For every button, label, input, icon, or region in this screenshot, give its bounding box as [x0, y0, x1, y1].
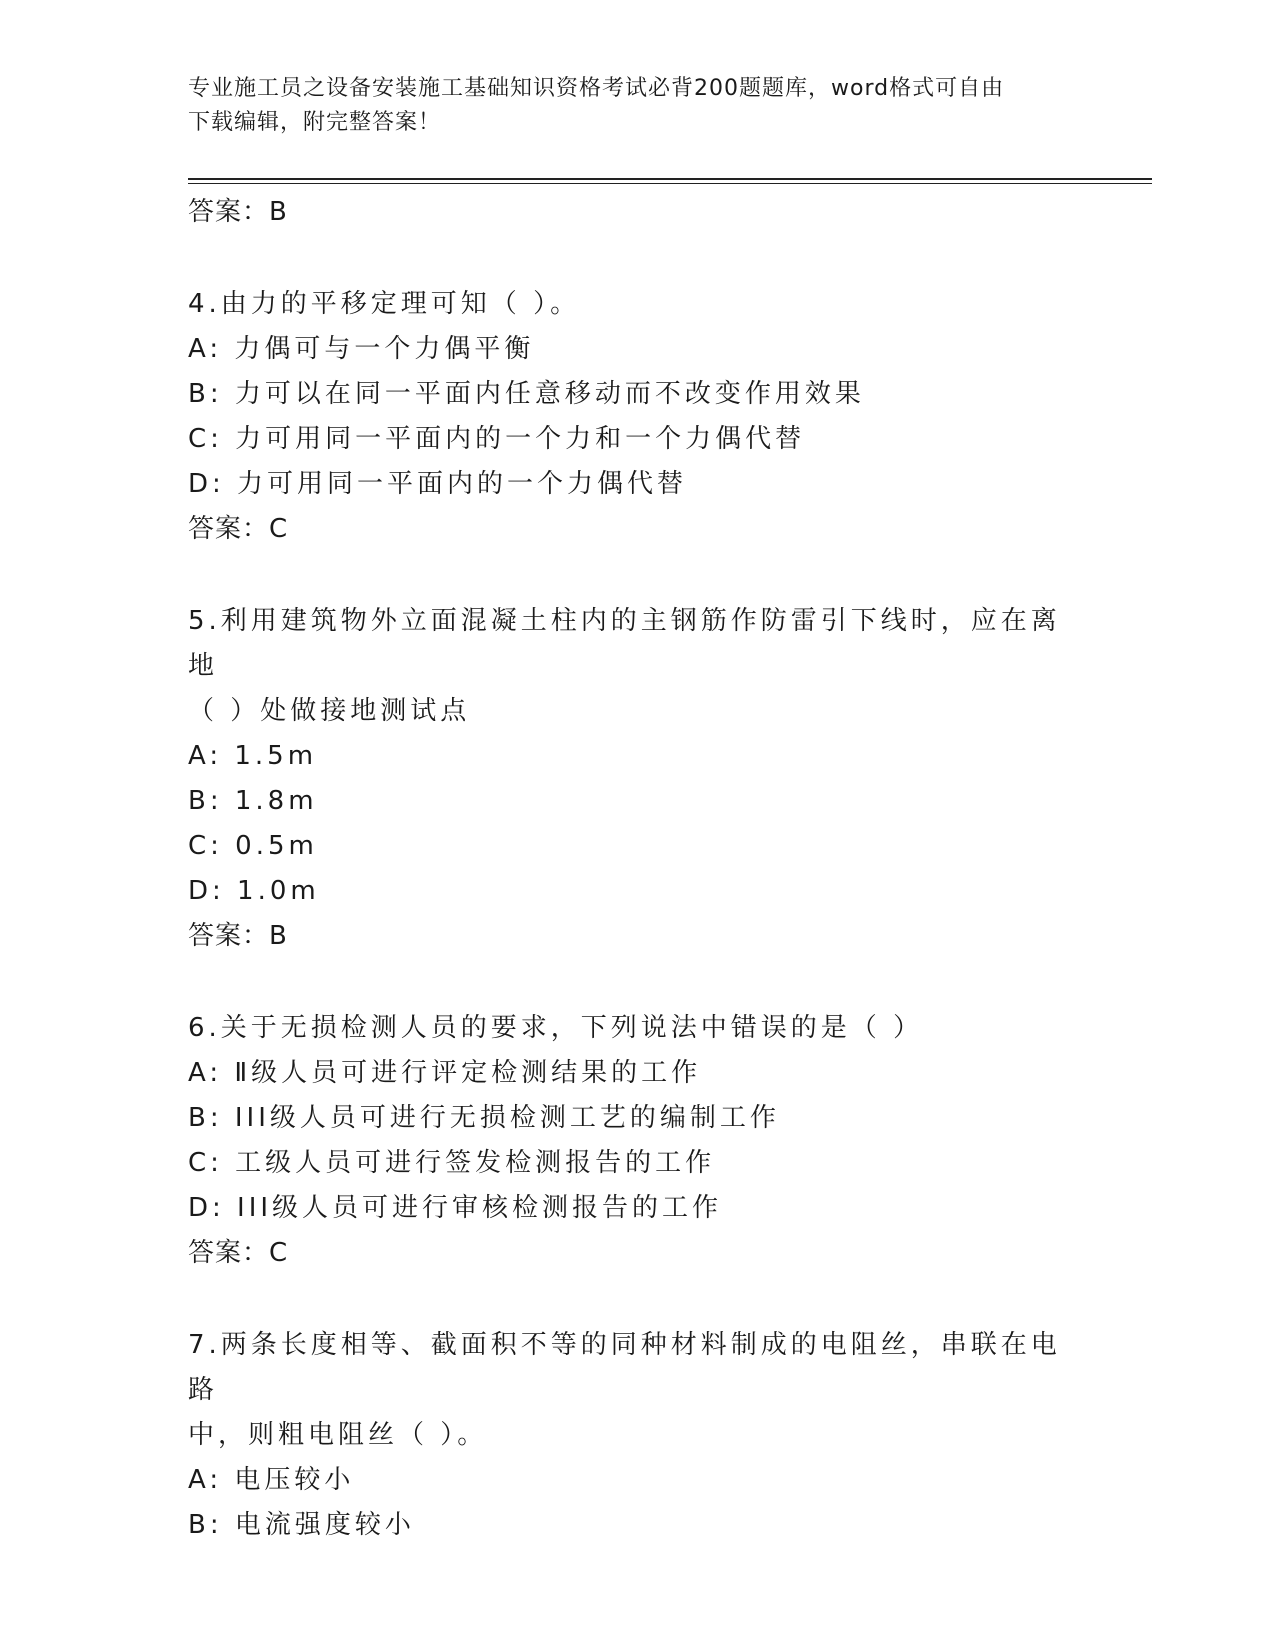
question-stem: 7.两条长度相等、截面积不等的同种材料制成的电阻丝，串联在电路	[188, 1330, 1061, 1405]
option-b: B: 力可以在同一平面内任意移动而不改变作用效果	[188, 379, 865, 409]
option-d: D: 1.0m	[188, 876, 320, 906]
spacer	[188, 234, 1088, 282]
option-d: D: 力可用同一平面内的一个力偶代替	[188, 469, 688, 499]
question-7	[188, 1323, 1088, 1548]
answer: 答案：B	[188, 921, 288, 951]
spacer	[188, 551, 1088, 599]
option-a: A: 力偶可与一个力偶平衡	[188, 334, 535, 364]
option-a: A: Ⅱ级人员可进行评定检测结果的工作	[188, 1058, 702, 1088]
question-4	[188, 282, 1088, 551]
header-line-2: 下载编辑，附完整答案！	[188, 110, 442, 135]
question-6	[188, 1006, 1088, 1275]
answer-previous: 答案：B	[188, 197, 288, 227]
question-stem-continued: 中，则粗电阻丝（ ）。	[188, 1420, 488, 1450]
question-stem: 5.利用建筑物外立面混凝土柱内的主钢筋作防雷引下线时，应在离地	[188, 606, 1061, 681]
option-c: C: 工级人员可进行签发检测报告的工作	[188, 1148, 716, 1178]
spacer	[188, 1275, 1088, 1323]
option-a: A: 1.5m	[188, 741, 318, 771]
option-b: B: 电流强度较小	[188, 1510, 415, 1540]
question-stem: 6.关于无损检测人员的要求，下列说法中错误的是（ ）	[188, 1013, 924, 1043]
question-list	[188, 190, 1088, 1548]
option-c: C: 力可用同一平面内的一个力和一个力偶代替	[188, 424, 806, 454]
question-5	[188, 599, 1088, 958]
option-a: A: 电压较小	[188, 1465, 355, 1495]
answer: 答案：C	[188, 1238, 289, 1268]
spacer	[188, 958, 1088, 1006]
option-c: C: 0.5m	[188, 831, 318, 861]
option-d: D: III级人员可进行审核检测报告的工作	[188, 1193, 723, 1223]
page-header	[188, 72, 1088, 140]
answer: 答案：C	[188, 514, 289, 544]
question-stem: 4.由力的平移定理可知（ ）。	[188, 289, 581, 319]
header-rule-thin	[188, 183, 1152, 184]
header-line-1: 专业施工员之设备安装施工基础知识资格考试必背200题题库，word格式可自由	[188, 76, 1005, 101]
question-stem-continued: （ ）处做接地测试点	[188, 696, 471, 726]
option-b: B: III级人员可进行无损检测工艺的编制工作	[188, 1103, 780, 1133]
option-b: B: 1.8m	[188, 786, 318, 816]
header-rule-thick	[188, 178, 1152, 180]
